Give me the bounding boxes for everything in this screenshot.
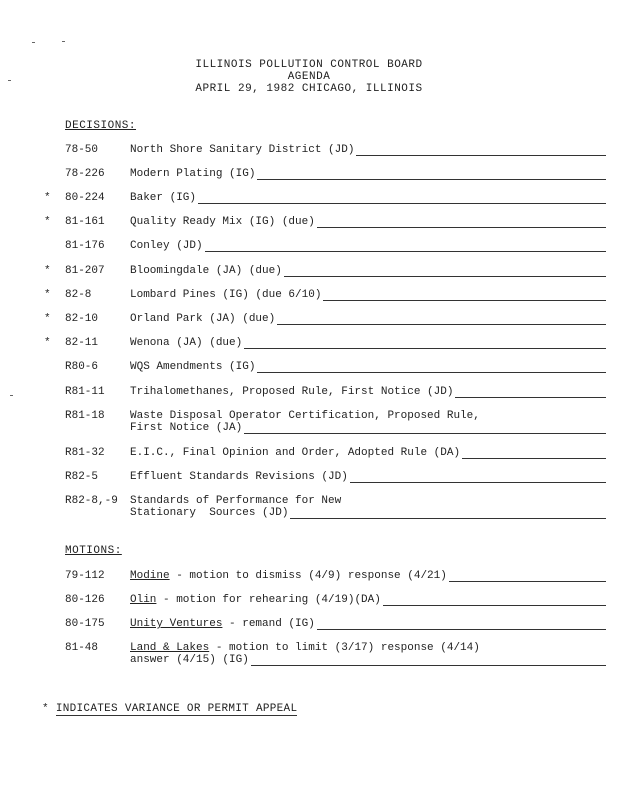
decision-description [130,495,606,507]
blank-line [462,447,606,459]
decision-row [0,361,618,389]
description-text: Orland Park (JA) (due) [130,313,276,325]
blank-line [198,192,606,204]
footnote-text: INDICATES VARIANCE OR PERMIT APPEAL [55,703,298,715]
decision-description [130,337,606,349]
docket-number: 81-176 [65,240,105,252]
description-text: First Notice (JA) [130,422,243,434]
docket-number: R82-8,-9 [65,495,118,507]
docket-number: R81-32 [65,447,105,459]
decision-description [130,313,606,325]
description-text: Conley (JD) [130,240,203,252]
docket-number: 81-161 [65,216,105,228]
variance-star-marker: * [44,265,51,277]
blank-line [244,337,606,349]
motion-row [0,642,618,670]
decision-description [130,168,606,180]
motion-text: - motion to dismiss (4/9) response (4/21) [169,570,447,582]
decision-description [130,410,606,422]
decision-description [130,471,606,483]
description-text: Standards of Performance for New [130,495,342,507]
blank-line [205,240,606,252]
party-name: Olin [130,594,157,606]
motion-text: - remand (IG) [222,618,315,630]
decision-description [130,240,606,252]
blank-line [356,144,606,156]
variance-star-marker: * [44,289,51,301]
decision-row [0,240,618,268]
party-name: Modine [130,570,170,582]
blank-line [244,422,606,434]
decision-description [130,144,606,156]
description-text: Wenona (JA) (due) [130,337,243,349]
variance-star-marker: * [44,313,51,325]
footnote [42,703,297,715]
blank-line [284,265,606,277]
blank-line [317,216,606,228]
decision-description-cont [130,422,606,434]
docket-number: 78-226 [65,168,105,180]
decision-description [130,386,606,398]
description-text: Waste Disposal Operator Certification, Proposed Rule, [130,410,480,422]
docket-number: 80-224 [65,192,105,204]
blank-line [455,386,606,398]
meeting-date-location: APRIL 29, 1982 CHICAGO, ILLINOIS [195,83,423,95]
description-text: Trihalomethanes, Proposed Rule, First Notice (JD) [130,386,454,398]
decision-description [130,192,606,204]
docket-number: 82-10 [65,313,99,325]
description-text: Bloomingdale (JA) (due) [130,265,282,277]
docket-number: R81-11 [65,386,105,398]
motion-text: answer (4/15) (IG) [130,654,249,666]
variance-star-marker: * [44,216,51,228]
motion-text: - motion to limit (3/17) response (4/14) [209,642,480,654]
decision-row [0,495,618,523]
description-text: WQS Amendments (IG) [130,361,256,373]
motion-text: - motion for rehearing (4/19)(DA) [156,594,381,606]
motion-description [130,570,606,582]
scan-speck [32,42,35,43]
footnote-star: * [42,703,49,715]
docket-number: 81-207 [65,265,105,277]
variance-star-marker: * [44,192,51,204]
description-text: Effluent Standards Revisions (JD) [130,471,348,483]
party-name: Land & Lakes [130,642,210,654]
blank-line [257,361,606,373]
blank-line [383,594,606,606]
motion-description-cont [130,654,606,666]
agenda-title: AGENDA [287,71,331,83]
blank-line [449,570,606,582]
motions-heading: MOTIONS: [65,545,122,557]
decision-description [130,265,606,277]
docket-number: R80-6 [65,361,99,373]
decision-description [130,216,606,228]
party-name: Unity Ventures [130,618,223,630]
description-text: Lombard Pines (IG) (due 6/10) [130,289,322,301]
docket-number: R82-5 [65,471,99,483]
docket-number: 81-48 [65,642,99,654]
decision-description [130,289,606,301]
docket-number: 78-50 [65,144,99,156]
docket-number: 79-112 [65,570,105,582]
blank-line [277,313,606,325]
motion-description [130,594,606,606]
docket-number: 80-175 [65,618,105,630]
description-text: North Shore Sanitary District (JD) [130,144,355,156]
scan-speck [62,41,65,42]
docket-number: 82-8 [65,289,92,301]
blank-line [251,654,606,666]
decision-row [0,410,618,438]
motion-description [130,618,606,630]
blank-line [257,168,606,180]
blank-line [290,507,606,519]
decision-description [130,447,606,459]
motion-description [130,642,606,654]
description-text: Baker (IG) [130,192,197,204]
description-text: E.I.C., Final Opinion and Order, Adopted Rule (DA) [130,447,461,459]
docket-number: R81-18 [65,410,105,422]
docket-number: 82-11 [65,337,99,349]
decision-description [130,361,606,373]
docket-number: 80-126 [65,594,105,606]
description-text: Quality Ready Mix (IG) (due) [130,216,315,228]
board-title: ILLINOIS POLLUTION CONTROL BOARD [195,59,423,71]
description-text: Stationary Sources (JD) [130,507,289,519]
description-text: Modern Plating (IG) [130,168,256,180]
blank-line [317,618,606,630]
blank-line [323,289,606,301]
blank-line [350,471,606,483]
decisions-heading: DECISIONS: [65,120,137,132]
decision-description-cont [130,507,606,519]
variance-star-marker: * [44,337,51,349]
